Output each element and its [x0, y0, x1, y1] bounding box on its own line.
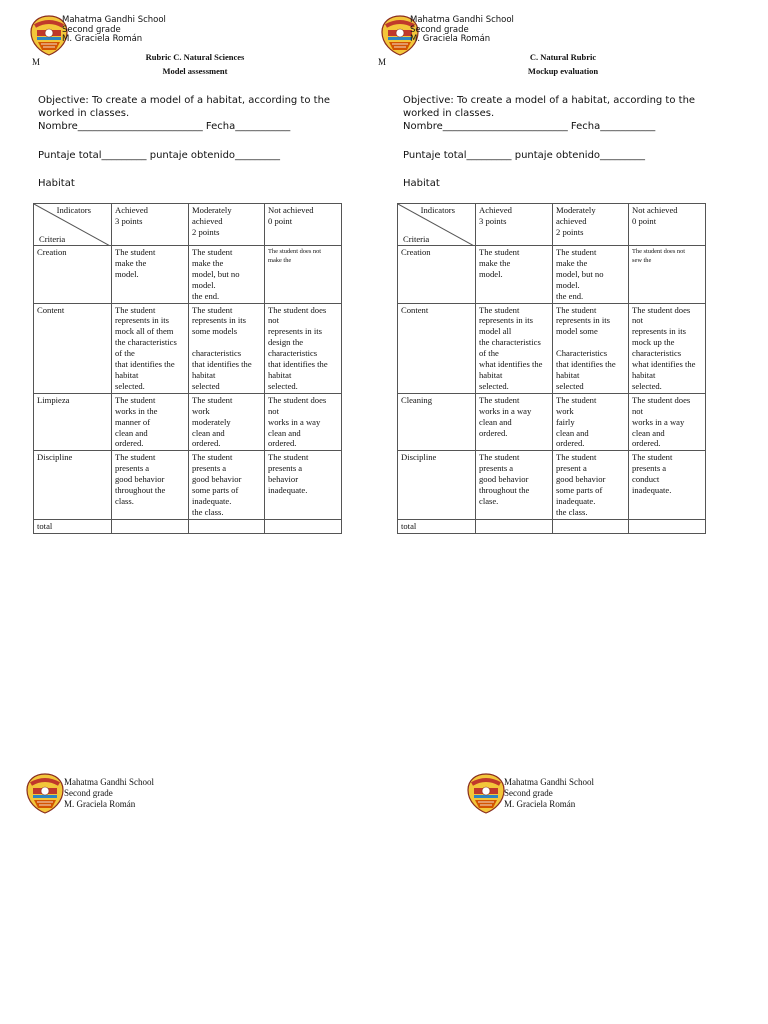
- school-header: [62, 16, 166, 45]
- school-header: [410, 16, 514, 45]
- header-moderately-achieved: Moderately achieved 2 points: [553, 204, 629, 246]
- table-row: [34, 393, 342, 451]
- table-cell: The student make the model, but no model. the end.: [189, 246, 265, 304]
- table-total-row: [34, 519, 342, 533]
- criteria-label: Criteria: [39, 234, 66, 245]
- rubric-subtitle: Model assessment: [162, 66, 228, 76]
- header-not-achieved: Not achieved 0 point: [629, 204, 706, 246]
- indicators-criteria-cell: [398, 204, 476, 246]
- table-cell: The student make the model.: [112, 246, 189, 304]
- school-name: Mahatma Gandhi School: [504, 777, 594, 787]
- header-not-achieved: Not achieved 0 point: [265, 204, 342, 246]
- table-cell: The student does not sew the: [629, 246, 706, 304]
- table-cell: The student represents in its model all the characteristics of the what identifies the habitat selected.: [476, 303, 553, 393]
- teacher-name: M. Graciela Román: [62, 34, 143, 45]
- table-cell: The student make the model, but no model. the end.: [553, 246, 629, 304]
- table-header-row: [34, 204, 342, 246]
- table-cell: The student present a good behavior some parts of inadequate. the class.: [553, 451, 629, 519]
- grade: Second grade: [62, 24, 121, 35]
- school-name: Mahatma Gandhi School: [62, 15, 166, 25]
- header-achieved: Achieved 3 points: [476, 204, 553, 246]
- table-cell: The student represents in its mock all of them the characteristics of the that identifies the habitat selected.: [112, 303, 189, 393]
- criteria-label: Creation: [34, 246, 112, 304]
- criteria-label: Discipline: [34, 451, 112, 519]
- name-date-line: Nombre_________________________ Fecha___________: [403, 121, 656, 132]
- table-cell: The student does not represents in its mock up the characteristics what identifies the habitat selected.: [629, 303, 706, 393]
- grade: Second grade: [410, 24, 469, 35]
- school-header: [504, 777, 704, 810]
- school-name: Mahatma Gandhi School: [410, 15, 514, 25]
- name-date-line: Nombre_________________________ Fecha___________: [38, 121, 291, 132]
- header-moderately-achieved: Moderately achieved 2 points: [189, 204, 265, 246]
- indicators-criteria-cell: [34, 204, 112, 246]
- table-cell: The student presents a good behavior throughout the class.: [112, 451, 189, 519]
- table-cell: [629, 519, 706, 533]
- grade: Second grade: [64, 788, 113, 798]
- objective-text: Objective: To create a model of a habitat, according to the worked in classes.: [403, 95, 696, 119]
- grade: Second grade: [504, 788, 553, 798]
- table-row: [398, 246, 706, 304]
- stray-m-letter: M: [378, 57, 387, 67]
- table-cell: [189, 519, 265, 533]
- school-logo-icon: [466, 772, 506, 814]
- table-cell: The student work moderately clean and ordered.: [189, 393, 265, 451]
- habitat-label: Habitat: [403, 178, 440, 189]
- left-rubric-sheet: [0, 0, 387, 531]
- rubric-title: C. Natural Rubric: [529, 52, 597, 62]
- criteria-label: Cleaning: [398, 393, 476, 451]
- rubric-table: [33, 203, 342, 534]
- table-cell: The student make the model.: [476, 246, 553, 304]
- teacher-name: M. Graciela Román: [64, 799, 136, 809]
- score-line: Puntaje total_________ puntaje obtenido_________: [38, 150, 281, 161]
- school-logo-icon: [25, 772, 65, 814]
- indicators-label: Indicators: [420, 205, 455, 215]
- table-cell: The student represents in its some models characteristics that identifies the habitat selected: [189, 303, 265, 393]
- table-cell: The student does not works in a way clean and ordered.: [265, 393, 342, 451]
- table-header-row: [398, 204, 706, 246]
- table-cell: The student presents a conduct inadequate.: [629, 451, 706, 519]
- table-cell: [265, 519, 342, 533]
- table-cell: The student presents a good behavior throughout the clase.: [476, 451, 553, 519]
- criteria-label: Limpieza: [34, 393, 112, 451]
- table-row: [398, 303, 706, 393]
- criteria-label: Content: [398, 303, 476, 393]
- table-row: [34, 303, 342, 393]
- rubric-title: Rubric C. Natural Sciences: [145, 52, 245, 62]
- table-cell: [476, 519, 553, 533]
- table-cell: The student works in the manner of clean and ordered.: [112, 393, 189, 451]
- criteria-label: Content: [34, 303, 112, 393]
- habitat-label: Habitat: [38, 178, 75, 189]
- table-row: [34, 451, 342, 519]
- criteria-label: Discipline: [398, 451, 476, 519]
- rubric-table: [397, 203, 706, 534]
- table-cell: [553, 519, 629, 533]
- teacher-name: M. Graciela Román: [410, 34, 491, 45]
- table-cell: The student does not make the: [265, 246, 342, 304]
- teacher-name: M. Graciela Román: [504, 799, 576, 809]
- table-total-row: [398, 519, 706, 533]
- criteria-label: Creation: [398, 246, 476, 304]
- right-rubric-sheet: [378, 0, 768, 531]
- header-achieved: Achieved 3 points: [112, 204, 189, 246]
- rubric-subtitle: Mockup evaluation: [527, 66, 599, 76]
- table-cell: The student presents a behavior inadequate.: [265, 451, 342, 519]
- table-cell: The student represents in its model some Characteristics that identifies the habitat selected: [553, 303, 629, 393]
- score-line: Puntaje total_________ puntaje obtenido_________: [403, 150, 646, 161]
- total-label: total: [398, 519, 476, 533]
- objective-text: Objective: To create a model of a habitat, according to the worked in classes.: [38, 95, 331, 119]
- table-row: [398, 451, 706, 519]
- criteria-label: Criteria: [403, 234, 430, 245]
- school-name: Mahatma Gandhi School: [64, 777, 154, 787]
- table-cell: The student does not works in a way clean and ordered.: [629, 393, 706, 451]
- table-cell: The student work fairly clean and ordered.: [553, 393, 629, 451]
- table-cell: The student presents a good behavior some parts of inadequate. the class.: [189, 451, 265, 519]
- table-cell: The student works in a way clean and ordered.: [476, 393, 553, 451]
- total-label: total: [34, 519, 112, 533]
- table-cell: [112, 519, 189, 533]
- table-cell: The student does not represents in its design the characteristics that identifies the habitat selected.: [265, 303, 342, 393]
- school-header: [64, 777, 264, 810]
- stray-m-letter: M: [32, 57, 41, 67]
- indicators-label: Indicators: [56, 205, 91, 215]
- table-row: [398, 393, 706, 451]
- table-row: [34, 246, 342, 304]
